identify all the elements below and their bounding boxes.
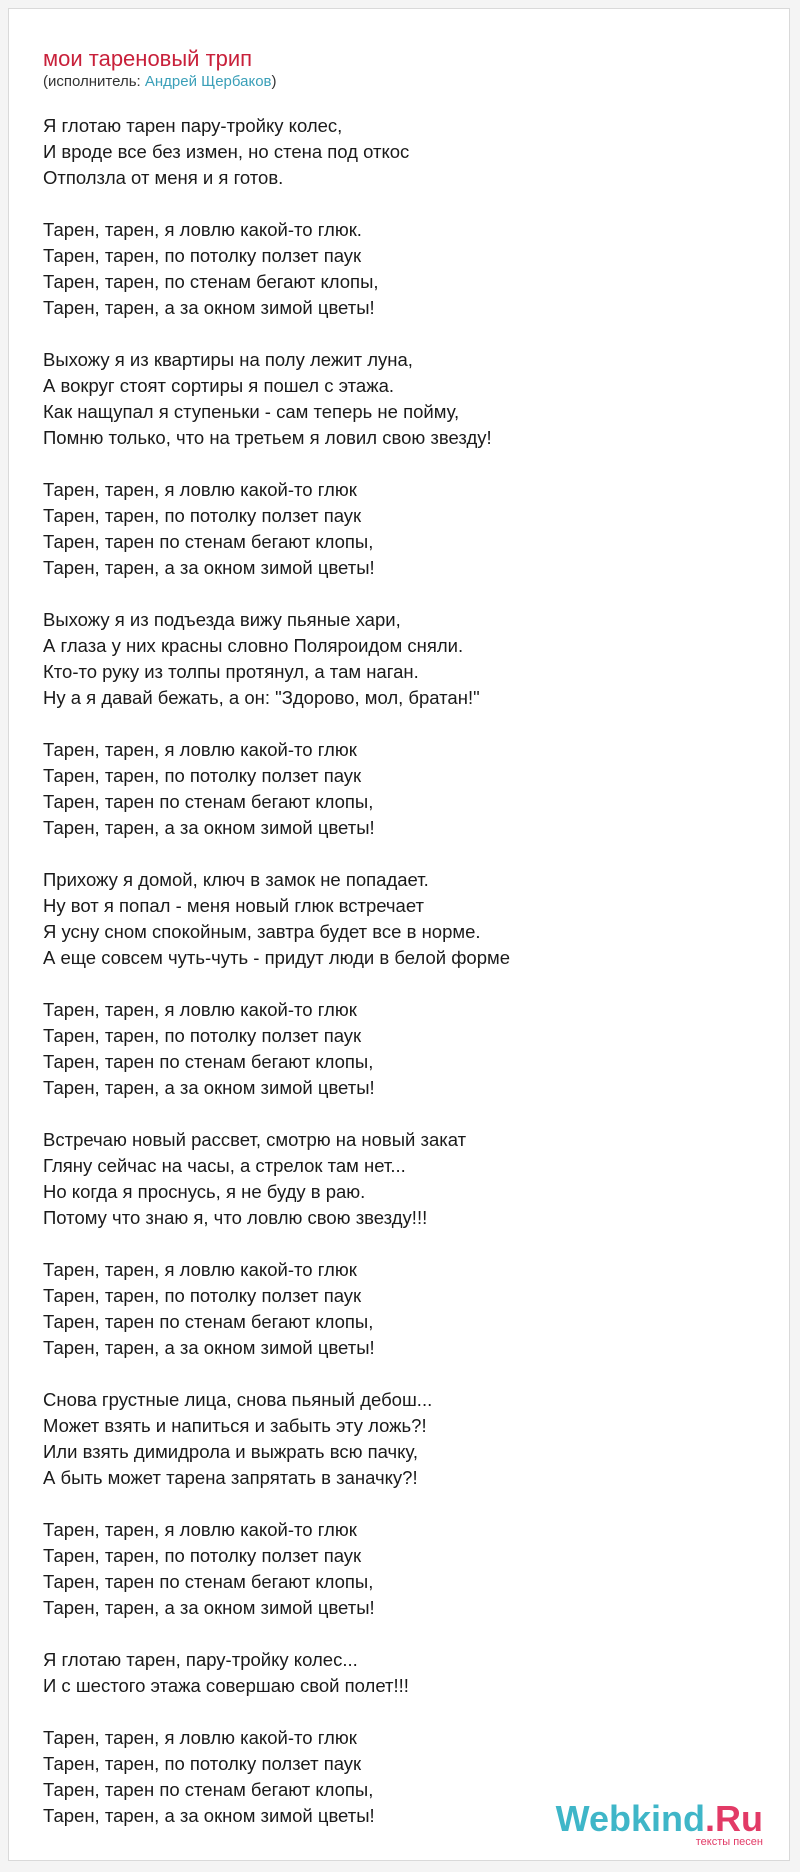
lyrics-stanza bbox=[43, 867, 743, 971]
lyrics-line: Тарен, тарен, я ловлю какой-то глюк bbox=[43, 1519, 357, 1540]
lyrics-line: Выхожу я из квартиры на полу лежит луна, bbox=[43, 349, 413, 370]
lyrics-line: Тарен, тарен, по потолку ползет паук bbox=[43, 505, 362, 526]
lyrics-line: Тарен, тарен по стенам бегают клопы, bbox=[43, 1051, 374, 1072]
lyrics-line: А еще совсем чуть-чуть - придут люди в белой форме bbox=[43, 947, 511, 968]
lyrics-line: Тарен, тарен, я ловлю какой-то глюк bbox=[43, 479, 357, 500]
lyrics-line: Гляну сейчас на часы, а стрелок там нет... bbox=[43, 1155, 406, 1176]
lyrics-line: Тарен, тарен, а за окном зимой цветы! bbox=[43, 817, 375, 838]
logo-suffix: .Ru bbox=[705, 1798, 763, 1839]
lyrics-stanza bbox=[43, 113, 743, 191]
lyrics-line: Ну вот я попал - меня новый глюк встречает bbox=[43, 895, 424, 916]
lyrics-line: И с шестого этажа совершаю свой полет!!! bbox=[43, 1675, 409, 1696]
lyrics-line: Я глотаю тарен, пару-тройку колес... bbox=[43, 1649, 358, 1670]
lyrics-stanza bbox=[43, 1257, 743, 1361]
song-title: мои тареновый трип bbox=[43, 46, 253, 71]
lyrics-line: Тарен, тарен, я ловлю какой-то глюк bbox=[43, 1259, 357, 1280]
lyrics-line: Может взять и напиться и забыть эту ложь?! bbox=[43, 1415, 427, 1436]
lyrics-stanza bbox=[43, 1127, 743, 1231]
lyrics-line: Встречаю новый рассвет, смотрю на новый закат bbox=[43, 1129, 467, 1150]
lyrics-line: Выхожу я из подъезда вижу пьяные хари, bbox=[43, 609, 401, 630]
lyrics-stanza bbox=[43, 1517, 743, 1621]
page-card bbox=[8, 8, 790, 1861]
lyrics-stanza bbox=[43, 477, 743, 581]
lyrics-line: Тарен, тарен, по потолку ползет паук bbox=[43, 1753, 362, 1774]
lyrics-stanza bbox=[43, 737, 743, 841]
artist-line bbox=[43, 73, 277, 91]
lyrics-line: Тарен, тарен, а за окном зимой цветы! bbox=[43, 557, 375, 578]
lyrics-line: Тарен, тарен, а за окном зимой цветы! bbox=[43, 1337, 375, 1358]
lyrics-line: Тарен, тарен, я ловлю какой-то глюк bbox=[43, 1727, 357, 1748]
lyrics-line: Тарен, тарен, по стенам бегают клопы, bbox=[43, 271, 379, 292]
lyrics-line: Но когда я проснусь, я не буду в раю. bbox=[43, 1181, 366, 1202]
lyrics-line: Потому что знаю я, что ловлю свою звезду!!! bbox=[43, 1207, 428, 1228]
lyrics-line: Снова грустные лица, снова пьяный дебош... bbox=[43, 1389, 433, 1410]
lyrics-line: Тарен, тарен, а за окном зимой цветы! bbox=[43, 1077, 375, 1098]
lyrics-body bbox=[43, 113, 743, 1855]
lyrics-line: Тарен, тарен по стенам бегают клопы, bbox=[43, 1571, 374, 1592]
lyrics-line: Тарен, тарен, а за окном зимой цветы! bbox=[43, 297, 375, 318]
lyrics-line: Отползла от меня и я готов. bbox=[43, 167, 284, 188]
logo-wordmark bbox=[556, 1800, 763, 1838]
lyrics-line: Тарен, тарен по стенам бегают клопы, bbox=[43, 1779, 374, 1800]
lyrics-line: И вроде все без измен, но стена под откос bbox=[43, 141, 410, 162]
site-logo[interactable] bbox=[556, 1800, 763, 1848]
lyrics-line: Тарен, тарен по стенам бегают клопы, bbox=[43, 531, 374, 552]
lyrics-line: Тарен, тарен, по потолку ползет паук bbox=[43, 1025, 362, 1046]
lyrics-line: А вокруг стоят сортиры я пошел с этажа. bbox=[43, 375, 394, 396]
lyrics-stanza bbox=[43, 607, 743, 711]
lyrics-line: Ну а я давай бежать, а он: "Здорово, мол, братан!" bbox=[43, 687, 480, 708]
lyrics-line: Тарен, тарен, по потолку ползет паук bbox=[43, 1545, 362, 1566]
lyrics-line: Прихожу я домой, ключ в замок не попадает. bbox=[43, 869, 429, 890]
lyrics-line: Тарен, тарен, по потолку ползет паук bbox=[43, 1285, 362, 1306]
lyrics-line: Тарен, тарен, а за окном зимой цветы! bbox=[43, 1597, 375, 1618]
lyrics-line: А быть может тарена запрятать в заначку?! bbox=[43, 1467, 418, 1488]
lyrics-stanza bbox=[43, 1387, 743, 1491]
lyrics-line: А глаза у них красны словно Поляроидом сняли. bbox=[43, 635, 464, 656]
lyrics-line: Тарен, тарен, я ловлю какой-то глюк. bbox=[43, 219, 362, 240]
lyrics-line: Тарен, тарен по стенам бегают клопы, bbox=[43, 1311, 374, 1332]
lyrics-stanza bbox=[43, 347, 743, 451]
lyrics-line: Тарен, тарен, я ловлю какой-то глюк bbox=[43, 999, 357, 1020]
lyrics-line: Помню только, что на третьем я ловил свою звезду! bbox=[43, 427, 492, 448]
lyrics-line: Или взять димидрола и выжрать всю пачку, bbox=[43, 1441, 418, 1462]
lyrics-stanza bbox=[43, 997, 743, 1101]
artist-link[interactable]: Андрей Щербаков bbox=[144, 73, 272, 90]
artist-suffix: ) bbox=[271, 73, 277, 90]
lyrics-line: Тарен, тарен по стенам бегают клопы, bbox=[43, 791, 374, 812]
lyrics-line: Я глотаю тарен пару-тройку колес, bbox=[43, 115, 343, 136]
lyrics-line: Тарен, тарен, я ловлю какой-то глюк bbox=[43, 739, 357, 760]
lyrics-line: Как нащупал я ступеньки - сам теперь не пойму, bbox=[43, 401, 460, 422]
artist-prefix: (исполнитель: bbox=[43, 73, 145, 90]
lyrics-line: Я усну сном спокойным, завтра будет все в норме. bbox=[43, 921, 481, 942]
lyrics-stanza bbox=[43, 1647, 743, 1699]
lyrics-stanza bbox=[43, 217, 743, 321]
lyrics-line: Тарен, тарен, а за окном зимой цветы! bbox=[43, 1805, 375, 1826]
lyrics-line: Тарен, тарен, по потолку ползет паук bbox=[43, 765, 362, 786]
lyrics-line: Кто-то руку из толпы протянул, а там наган. bbox=[43, 661, 419, 682]
logo-tagline: тексты песен bbox=[695, 1836, 763, 1848]
logo-name: Webkind bbox=[555, 1798, 705, 1839]
lyrics-line: Тарен, тарен, по потолку ползет паук bbox=[43, 245, 362, 266]
